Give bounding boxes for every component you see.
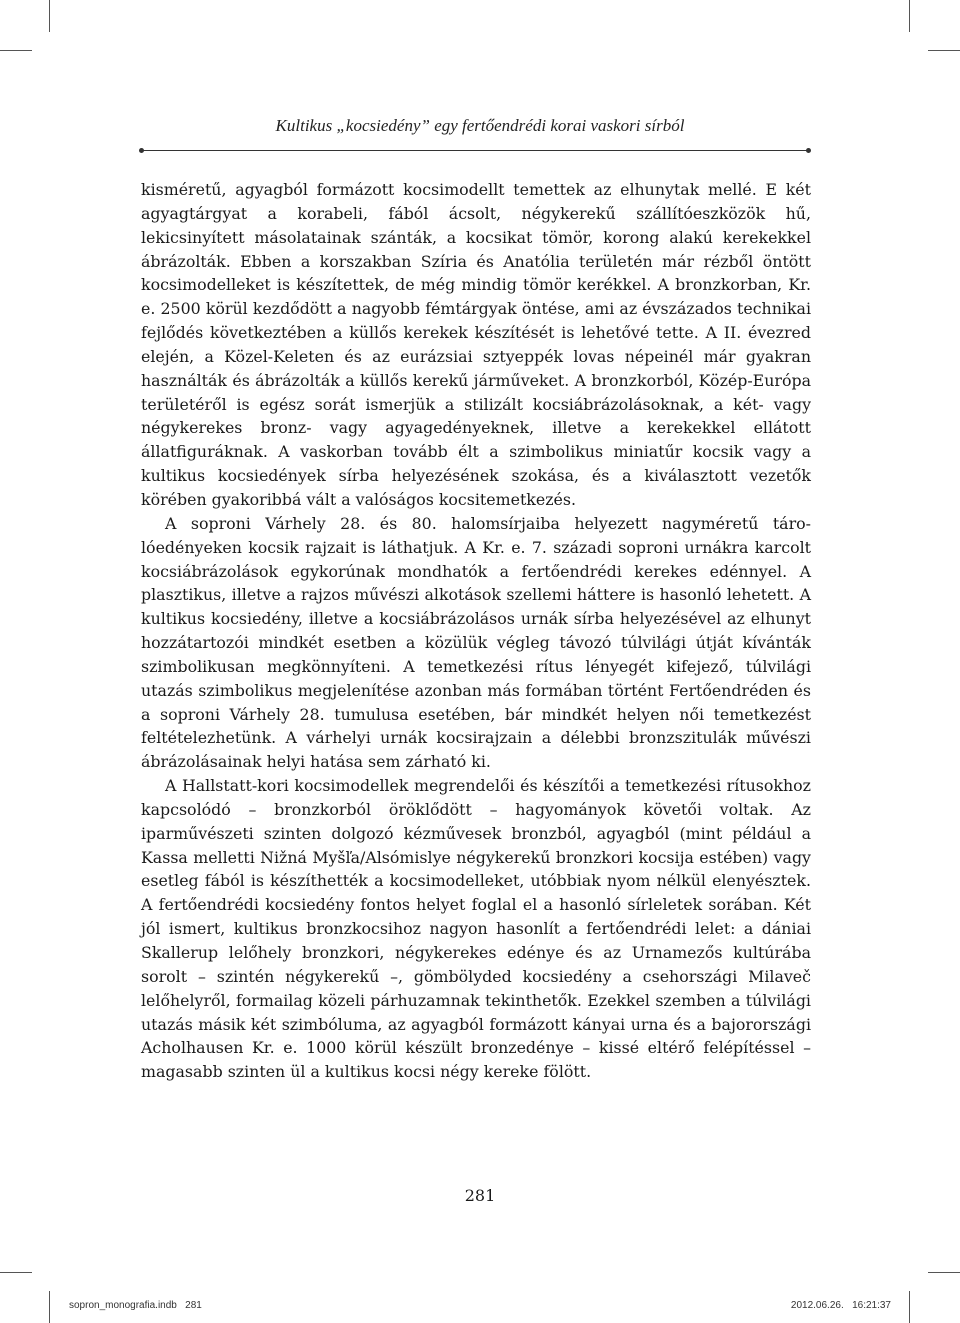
- crop-mark: [0, 1272, 32, 1273]
- crop-mark: [928, 1272, 960, 1273]
- running-head: Kultikus „kocsiedény” egy fertőendrédi korai vaskori sírból: [275, 116, 685, 135]
- paragraph: A Hallstatt-kori kocsimodellek megrendelői és készítői a temetkezési rítusokhoz kapcsolódó – bronzkorból öröklődött – hagyományok követői voltak. Az iparművészeti szinten dolgozó kézművesek bronzból, agyagból (mint például a Kassa melletti Nižná Myšľa/Alsómislye négykerekű bronzkori kocsija estében) vagy esetleg fából is készíthették a kocsimodelleket, utóbbiak nyom nélkül elenyésztek. A fertőendrédi kocsiedény fontos helyet foglal el a hasonló sírleletek sorában. Két jól ismert, kultikus bronzkocsihoz nagyon hasonlít a fertőendrédi lelet: a dániai Skallerup lelőhely bronzkori, négykerekes edénye és az Urnamezős kultúrába sorolt – szintén négykerekű –, gömbölyded kocsiedény a csehországi Milaveč lelőhelyről, formailag közeli párhuzamnak tekinthetők. Ezekkel szemben a túlvilági utazás másik két szimbóluma, az agyagból formázott kányai urna és a bajorországi Acholhausen Kr. e. 1000 körül készült bronzedénye – kissé eltérő felépítéssel – magasabb szinten ül a kultikus kocsi négy kereke fölött.: [141, 776, 811, 1082]
- crop-mark: [909, 1291, 910, 1323]
- crop-mark: [49, 1291, 50, 1323]
- print-slug-timestamp: 2012.06.26. 16:21:37: [790, 1300, 891, 1311]
- body-text: [141, 178, 811, 1084]
- crop-mark: [49, 0, 50, 32]
- print-slug-file: sopron_monografia.indb 281: [69, 1300, 202, 1311]
- crop-mark: [0, 50, 32, 51]
- crop-mark: [909, 0, 910, 32]
- header-rule: [141, 150, 809, 151]
- page-number: 281: [464, 1186, 496, 1205]
- paragraph: kisméretű, agyagból formázott kocsimodellt temettek az elhunytak mellé. E két agyagtárgyat a korabeli, fából ácsolt, négykerekű szállítóeszközök hű, lekicsinyített másolatainak szánták, a kocsikat tömör, korong alakú kerekekkel ábrázolták. Ebben a korszakban Szíria és Anatólia területén már rézből öntött kocsimodelleket is készítettek, de még mindig tömör kerékkel. A bronzkorban, Kr. e. 2500 körül kezdődött a nagyobb fémtárgyak öntése, ami az évszázados technikai fejlődés következtében a küllős kerekek készítését is lehetővé tette. A II. évezred elején, a Közel-Keleten és az eurázsiai sztyeppék lovas népeinél már gyakran használták és ábrázolták a küllős kerekű járműveket. A bronzkorból, Közép-Európa területéről is egész sorát ismerjük a stilizált kocsiábrázolásoknak, a két- vagy négykerekes bronz- vagy agyagedényeknek, illetve a kerekekkel ellátott állatfiguráknak. A vaskorban tovább élt a szimbolikus miniatűr kocsik vagy a kultikus kocsiedények sírba helyezésének szokása, és a kiválasztott vezetők körében gyakoribbá vált a valóságos kocsitemetkezés.: [141, 180, 811, 509]
- paragraph: A soproni Várhely 28. és 80. halomsírjaiba helyezett nagyméretű tárolóedényeken kocsik rajzait is láthatjuk. A Kr. e. 7. századi soproni urnákra karcolt kocsiábrázolások egykorúnak mondhatók a fertőendrédi kerekes edénnyel. A plasztikus, illetve a rajzos művészi alkotások szellemi háttere is hasonló lehetett. A kultikus kocsiedény, illetve a kocsiábrázolásos urnák sírba helyezésével az elhunyt hozzátartozói mindkét esetben a közülük végleg távozó túlvilági útját kívánták szimbolikusan megkönnyíteni. A temetkezési rítus lényegét kifejező, túlvilági utazás szimbolikus megjelenítése azonban más formában történt Fertőendréden és a soproni Várhely 28. tumulusa esetében, bár mindkét helyen női temetkezést feltételezhetünk. A várhelyi urnák kocsirajzain a délebbi bronzszitulák művészi ábrázolásainak helyi hatása sem zárható ki.: [141, 513, 811, 772]
- crop-mark: [928, 50, 960, 51]
